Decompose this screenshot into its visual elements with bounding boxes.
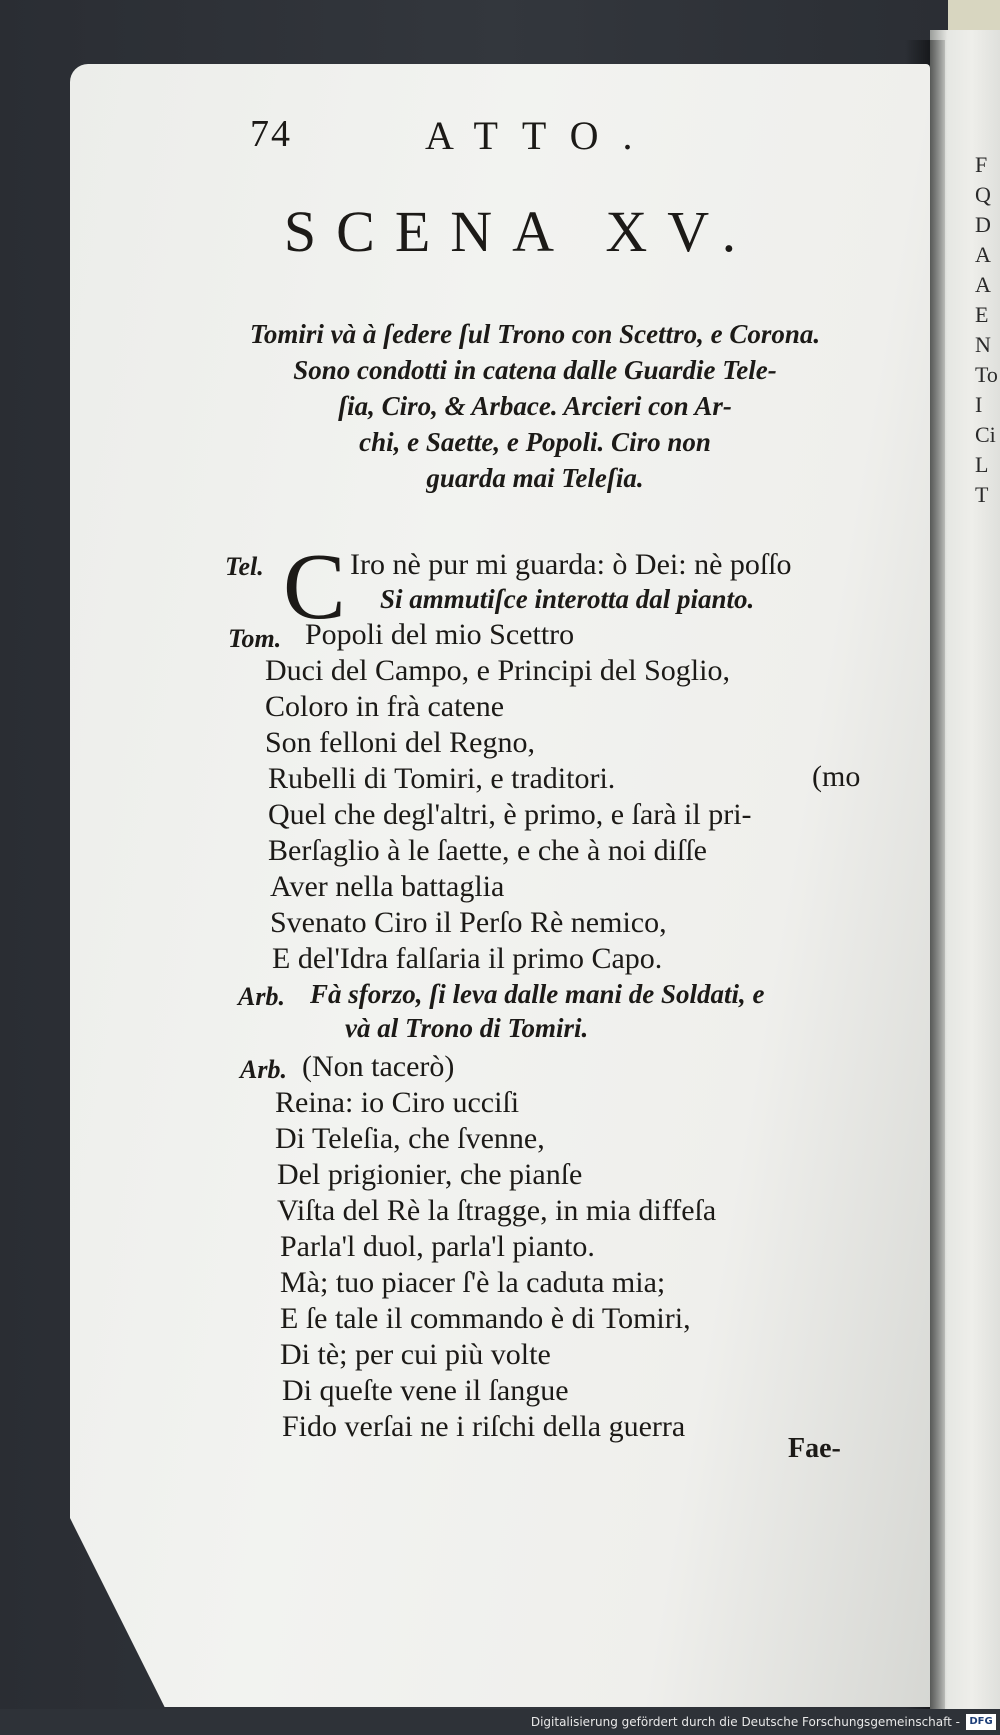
verse-line: Duci del Campo, e Principi del Soglio, xyxy=(265,654,730,687)
verse-overflow: (mo xyxy=(812,760,861,793)
verse-line: Di tè; per cui più volte xyxy=(280,1338,551,1371)
verse-line: Popoli del mio Scettro xyxy=(305,618,575,651)
catchword: Fae- xyxy=(788,1433,841,1464)
verse-line: Fido verſai ne i riſchi della guerra xyxy=(282,1410,686,1443)
verse-line: E del'Idra falſaria il primo Capo. xyxy=(272,942,663,975)
stage-direction-line: Sono condotti in catena dalle Guardie Tele- xyxy=(293,355,777,385)
verse-line: Reina: io Ciro ucciſi xyxy=(275,1086,520,1119)
speaker-tom: Tom. xyxy=(228,624,282,653)
verse-line: Son felloni del Regno, xyxy=(265,726,535,759)
stage-direction-line: guarda mai Teleſia. xyxy=(426,463,644,493)
page-number: 74 xyxy=(250,113,292,155)
stage-direction-line: Tomiri và à ſedere ſul Trono con Scettro, e Corona. xyxy=(249,319,821,349)
stage-direction-inline: Si ammutiſce interotta dal pianto. xyxy=(380,584,755,614)
verse-line: E ſe tale il commando è di Tomiri, xyxy=(280,1302,691,1335)
stage-direction-line: ſia, Ciro, & Arbace. Arcieri con Ar- xyxy=(338,391,732,421)
verse-line: Di Teleſia, che ſvenne, xyxy=(275,1122,545,1155)
drop-cap: C xyxy=(283,535,346,639)
verse-line: Del prigionier, che pianſe xyxy=(277,1158,583,1191)
speaker-arb-direction: Arb. xyxy=(238,982,285,1011)
footer-credit: Digitalisierung gefördert durch die Deutsche Forschungsgemeinschaft - xyxy=(530,1715,960,1729)
verse-line: Di queſte vene il ſangue xyxy=(282,1374,569,1407)
verse-line: Mà; tuo piacer ſ'è la caduta mia; xyxy=(280,1266,666,1299)
stage-direction-inline: và al Trono di Tomiri. xyxy=(345,1013,589,1043)
verse-line: Aver nella battaglia xyxy=(270,870,505,903)
stage-direction-inline: Fà sforzo, ſi leva dalle mani de Soldati, e xyxy=(310,979,765,1009)
verse-line: Quel che degl'altri, è primo, e ſarà il pri- xyxy=(268,798,752,831)
digitization-footer xyxy=(0,1709,1000,1735)
verse-line: Rubelli di Tomiri, e traditori. xyxy=(268,762,616,795)
verse-line: Parla'l duol, parla'l pianto. xyxy=(280,1230,595,1263)
facing-page-letters: F Q D A A E N To I Ci L T xyxy=(975,152,998,507)
scene-title: SCENA XV. xyxy=(283,199,757,264)
stage-direction-line: chi, e Saette, e Popoli. Ciro non xyxy=(359,427,711,457)
speaker-arb: Arb. xyxy=(240,1055,287,1084)
verse-line: Viſta del Rè la ſtragge, in mia diffeſa xyxy=(277,1194,717,1227)
verse-line: Svenato Ciro il Perſo Rè nemico, xyxy=(270,906,667,939)
dfg-logo: DFG xyxy=(966,1714,996,1730)
verse-line: Coloro in frà catene xyxy=(265,690,505,723)
verse-line: (Non tacerò) xyxy=(302,1050,455,1083)
verse-line: Iro nè pur mi guarda: ò Dei: nè poſſo xyxy=(350,548,792,581)
verse-line: Berſaglio à le ſaette, e che à noi diſſe xyxy=(268,834,707,867)
running-head: ATTO. xyxy=(425,113,657,158)
speaker-tel: Tel. xyxy=(225,552,264,581)
